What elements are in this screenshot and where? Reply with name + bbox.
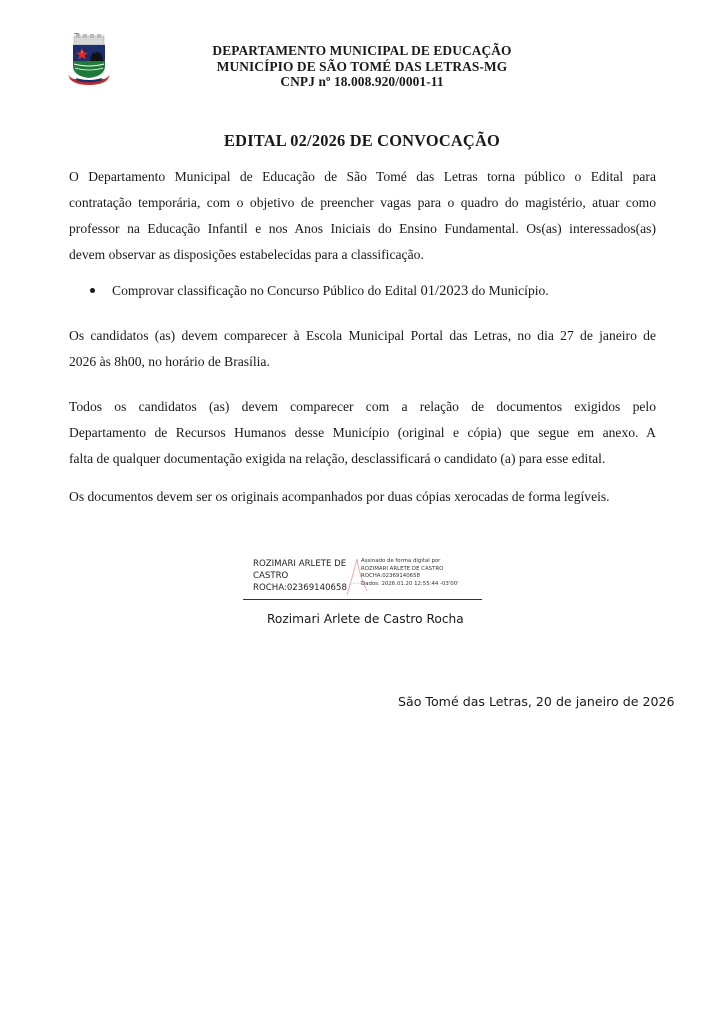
digital-signature — [243, 555, 483, 603]
bullet-text: Comprovar classificação no Concurso Público do Edital — [112, 283, 421, 298]
cnpj-number: CNPJ nº 18.008.920/0001-11 — [280, 74, 444, 89]
signature-name-line: ROCHA:02369140658 — [253, 583, 347, 593]
signature-line — [243, 599, 482, 600]
text-line: devem observar as disposições estabelecidas para a classificação. — [69, 247, 424, 262]
signature-detail-line: ROZIMARI ARLETE DE CASTRO — [361, 565, 444, 572]
attendance-paragraph — [69, 323, 656, 375]
requirement-bullet-item — [90, 283, 549, 300]
signer-name: Rozimari Arlete de Castro Rocha — [267, 612, 464, 626]
edital-reference: 01/2023 — [420, 283, 469, 299]
intro-paragraph — [69, 164, 656, 268]
documents-paragraph — [69, 394, 656, 472]
letterhead — [120, 43, 604, 90]
municipal-coat-of-arms-icon — [66, 32, 112, 86]
text-line: Os candidatos (as) devem comparecer à Escola Municipal Portal das Letras, no dia 27 de janeiro de — [69, 328, 656, 343]
municipality-name: MUNICÍPIO DE SÃO TOMÉ DAS LETRAS-MG — [216, 58, 508, 74]
signature-detail-line: Assinado de forma digital por — [361, 558, 441, 564]
text-line: Os documentos devem ser os originais acompanhados por duas cópias xerocadas de forma legíveis. — [69, 489, 610, 504]
document-title: EDITAL 02/2026 DE CONVOCAÇÃO — [224, 131, 500, 150]
text-line: falta de qualquer documentação exigida na relação, desclassificará o candidato (a) para esse edital. — [69, 451, 606, 466]
copies-paragraph — [69, 484, 656, 510]
place-and-date: São Tomé das Letras, 20 de janeiro de 2026 — [398, 694, 675, 709]
signature-name-line: ROZIMARI ARLETE DE — [253, 559, 347, 569]
text-line: 2026 às 8h00, no horário de Brasília. — [69, 354, 270, 369]
text-line: Departamento de Recursos Humanos desse Município (original e cópia) que segue em anexo. A — [69, 425, 656, 440]
bullet-text-end: do Município. — [468, 283, 549, 298]
text-line: contratação temporária, com o objetivo de preencher vagas para o quadro do magistério, atuar como — [69, 195, 656, 210]
bullet-icon — [90, 288, 95, 293]
department-name: DEPARTAMENTO MUNICIPAL DE EDUCAÇÃO — [212, 43, 512, 58]
text-line: Todos os candidatos (as) devem comparecer com a relação de documentos exigidos pelo — [69, 399, 656, 414]
signature-certificate-name — [253, 558, 347, 594]
signature-timestamp: Dados: 2026.01.20 12:55:44 -03'00' — [361, 580, 459, 587]
signature-details — [361, 558, 459, 588]
text-line: professor na Educação Infantil e nos Anos Iniciais do Ensino Fundamental. Os(as) interessados(as) — [69, 221, 656, 236]
text-line: O Departamento Municipal de Educação de São Tomé das Letras torna público o Edital para — [69, 169, 656, 184]
signature-name-line: CASTRO — [253, 571, 289, 581]
signature-detail-line: ROCHA:02369140658 — [361, 573, 420, 580]
